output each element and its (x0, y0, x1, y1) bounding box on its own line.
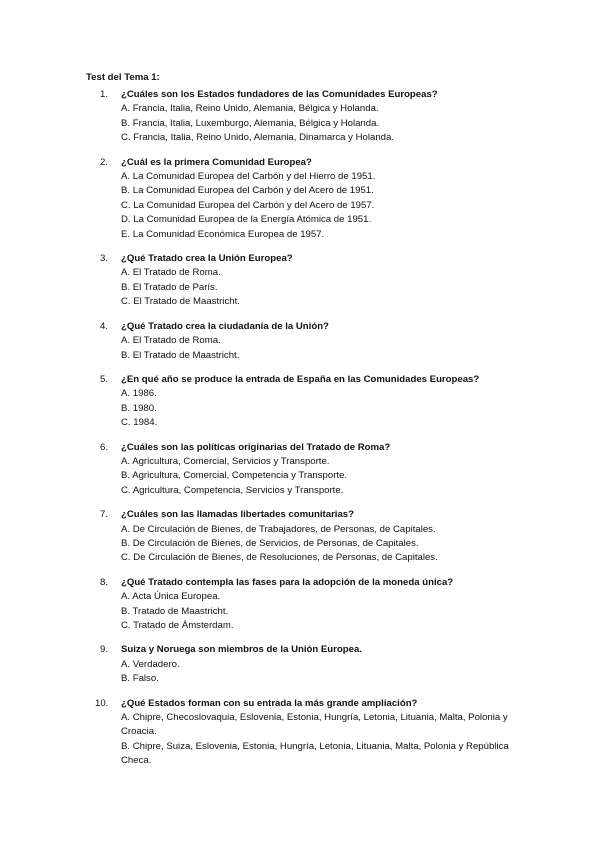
answer-option: C. El Tratado de Maastricht. (121, 296, 240, 308)
question-number: 4. (100, 320, 109, 332)
answer-option: B. Francia, Italia, Luxemburgo, Alemania, Bélgica y Holanda. (121, 117, 380, 129)
answer-option: B. De Circulación de Bienes, de Servicios, de Personas, de Capitales. (121, 537, 419, 549)
answer-option: B. La Comunidad Europea del Carbón y del Acero de 1951. (121, 185, 374, 197)
question-number: 6. (100, 441, 109, 453)
answer-option: B. Tratado de Maastricht. (121, 605, 229, 617)
answer-options (121, 658, 516, 687)
question-number: 2. (100, 156, 109, 168)
question-number: 5. (100, 373, 109, 385)
answer-option: D. La Comunidad Europea de la Energía Atómica de 1951. (121, 214, 372, 226)
question-text: ¿Cuáles son los Estados fundadores de las Comunidades Europeas? (121, 89, 438, 100)
answer-options (121, 102, 516, 145)
question-item (86, 508, 516, 566)
question-text: ¿Cuál es la primera Comunidad Europea? (121, 156, 312, 168)
answer-option: A. Verdadero. (121, 658, 180, 670)
answer-options (121, 170, 516, 242)
answer-option: A. 1986. (121, 388, 157, 400)
question-text: ¿En qué año se produce la entrada de España en las Comunidades Europeas? (121, 373, 480, 385)
answer-option: B. Agricultura, Comercial, Competencia y Transporte. (121, 470, 348, 482)
question-item (86, 373, 516, 431)
answer-option: B. Falso. (121, 673, 159, 685)
question-item (86, 697, 516, 769)
answer-option: B. El Tratado de Maastricht. (121, 349, 240, 361)
question-text: ¿Cuáles son las llamadas libertades comunitarias? (121, 509, 354, 521)
question-number: 1. (100, 89, 109, 100)
answer-option: B. Chipre, Suiza, Eslovenia, Estonia, Hungría, Letonia, Lituania, Malta, Polonia y República Checa. (121, 740, 509, 767)
question-item (86, 156, 516, 242)
answer-option: B. 1980. (121, 402, 157, 414)
question-list (86, 88, 516, 779)
question-item (86, 252, 516, 310)
answer-option: A. Agricultura, Comercial, Servicios y Transporte. (121, 455, 330, 467)
question-item (86, 441, 516, 499)
answer-options (121, 590, 516, 633)
question-number: 7. (100, 509, 109, 521)
answer-options (121, 334, 516, 363)
question-number: 9. (100, 644, 109, 656)
question-item (86, 643, 516, 686)
answer-options (121, 523, 516, 566)
question-text: ¿Qué Tratado crea la Unión Europea? (121, 253, 293, 265)
question-number: 8. (100, 576, 109, 588)
question-text: ¿Qué Tratado crea la ciudadanía de la Unión? (121, 320, 329, 332)
question-text: Suiza y Noruega son miembros de la Unión Europea. (121, 644, 362, 656)
answer-option: C. Agricultura, Competencia, Servicios y Transporte. (121, 484, 344, 496)
answer-options (121, 455, 516, 498)
question-number: 3. (100, 253, 109, 265)
question-text: ¿Qué Estados forman con su entrada la más grande ampliación? (121, 697, 418, 709)
answer-option: B. El Tratado de París. (121, 281, 218, 293)
question-number: 10. (95, 697, 109, 709)
answer-options (121, 387, 516, 430)
answer-option: E. La Comunidad Económica Europea de 1957. (121, 228, 325, 240)
test-title: Test del Tema 1: (86, 72, 160, 83)
answer-option: A. Francia, Italia, Reino Unido, Alemania, Bélgica y Holanda. (121, 103, 379, 115)
question-item (86, 576, 516, 634)
question-item (86, 88, 516, 146)
answer-option: C. Francia, Italia, Reino Unido, Alemania, Dinamarca y Holanda. (121, 132, 395, 144)
answer-option: C. Tratado de Ámsterdam. (121, 620, 234, 631)
question-text: ¿Cuáles son las políticas originarias del Tratado de Roma? (121, 441, 391, 453)
answer-option: A. Chipre, Checoslovaquia, Eslovenia, Estonia, Hungría, Letonia, Lituania, Malta, Polonia y Croacia. (121, 712, 508, 738)
answer-options (121, 711, 516, 769)
question-item (86, 320, 516, 363)
answer-option: A. El Tratado de Roma. (121, 267, 221, 279)
answer-option: A. La Comunidad Europea del Carbón y del Hierro de 1951. (121, 171, 376, 183)
answer-option: C. La Comunidad Europea del Carbón y del Acero de 1957. (121, 199, 375, 211)
answer-options (121, 266, 516, 309)
answer-option: A. El Tratado de Roma. (121, 335, 221, 347)
answer-option: A. De Circulación de Bienes, de Trabajadores, de Personas, de Capitales. (121, 523, 436, 535)
answer-option: C. 1984. (121, 417, 158, 429)
answer-option: A. Acta Única Europea. (121, 591, 221, 603)
question-text: ¿Qué Tratado contempla las fases para la adopción de la moneda única? (121, 576, 454, 588)
answer-option: C. De Circulación de Bienes, de Resoluciones, de Personas, de Capitales. (121, 552, 438, 564)
